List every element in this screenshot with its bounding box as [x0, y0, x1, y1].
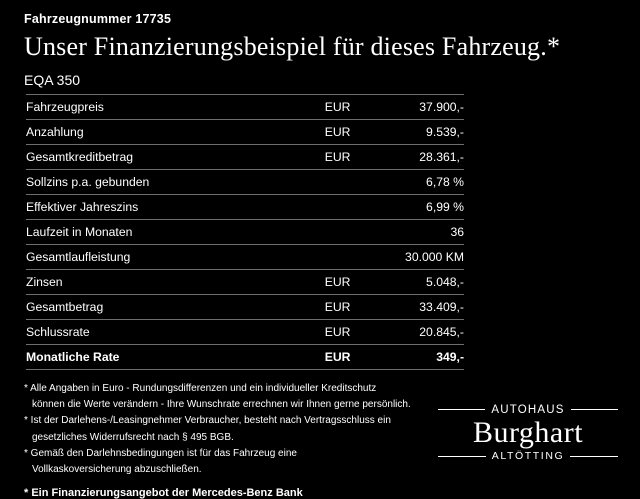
table-cell-currency: EUR: [324, 125, 351, 139]
table-cell-label: Anzahlung: [26, 125, 84, 139]
table-row: [26, 145, 464, 170]
vehicle-number: Fahrzeugnummer 17735: [24, 12, 172, 26]
table-row: [26, 295, 464, 320]
table-row: [26, 95, 464, 120]
table-row: [26, 120, 464, 145]
table-row: [26, 195, 464, 220]
footnotes: [24, 382, 444, 477]
table-cell-value: 30.000 KM: [405, 250, 464, 264]
table-cell-value: 37.900,-: [419, 100, 464, 114]
table-cell-label: Gesamtbetrag: [26, 300, 104, 314]
table-cell-value: 6,78 %: [426, 175, 464, 189]
table-cell-label: Laufzeit in Monaten: [26, 225, 133, 239]
table-cell-currency: EUR: [324, 100, 351, 114]
logo-brand: Burghart: [472, 415, 584, 449]
footnote-line: * Gemäß den Darlehnsbedingungen ist für das Fahrzeug eine: [24, 447, 297, 459]
table-cell-value: 36: [450, 225, 464, 239]
table-cell-currency: [275, 220, 350, 245]
vehicle-model: EQA 350: [24, 72, 81, 88]
logo-top-row: [438, 404, 618, 416]
table-row: [26, 320, 464, 345]
logo-bottom-row: [438, 450, 618, 462]
table-row: [26, 245, 464, 270]
table-cell-label: Monatliche Rate: [26, 350, 120, 364]
table-cell-value: 20.845,-: [419, 325, 464, 339]
table-cell-currency: EUR: [324, 350, 351, 364]
table-cell-value: 5.048,-: [426, 275, 464, 289]
page-title: Unser Finanzierungsbeispiel für dieses Fahrzeug.*: [24, 32, 561, 61]
table-cell-label: Gesamtkreditbetrag: [26, 150, 134, 164]
footnote-line: gesetzliches Widerrufsrecht nach § 495 BGB.: [32, 431, 234, 443]
logo-rule-left: [438, 409, 485, 410]
table-cell-currency: [275, 195, 350, 220]
footnote-line: * Ist der Darlehens-/Leasingnehmer Verbraucher, besteht nach Vertragsschluss ein: [24, 415, 391, 427]
table-cell-currency: EUR: [324, 300, 351, 314]
logo-rule-right: [571, 409, 618, 410]
table-cell-currency: [275, 245, 350, 270]
logo-top-text: AUTOHAUS: [491, 403, 565, 416]
table-cell-label: Sollzins p.a. gebunden: [26, 175, 150, 189]
footnote-line: * Alle Angaben in Euro - Rundungsdifferenzen und ein individueller Kreditschutz: [24, 383, 377, 394]
footnote-line: können die Werte verändern - Ihre Wunschrate errechnen wir Ihnen gerne persönlich.: [32, 399, 411, 411]
table-cell-label: Fahrzeugpreis: [26, 100, 104, 114]
final-note: * Ein Finanzierungsangebot der Mercedes-Benz Bank: [24, 487, 303, 499]
footnote-line: Vollkaskoversicherung abzuschließen.: [32, 463, 202, 475]
table-cell-value: 9.539,-: [426, 125, 464, 139]
finance-table: [26, 94, 464, 370]
table-cell-value: 349,-: [436, 350, 464, 364]
table-cell-currency: EUR: [324, 150, 351, 164]
table-cell-value: 28.361,-: [419, 150, 464, 164]
table-cell-value: 6,99 %: [426, 200, 464, 214]
table-row: [26, 270, 464, 295]
logo-rule-left-2: [438, 456, 486, 457]
table-row: [26, 345, 464, 370]
logo-bottom-text: ALTÖTTING: [491, 450, 565, 462]
table-cell-label: Effektiver Jahreszins: [26, 200, 139, 214]
table-cell-label: Zinsen: [26, 275, 63, 289]
table-row: [26, 170, 464, 195]
table-cell-label: Gesamtlaufleistung: [26, 250, 131, 264]
table-cell-currency: [275, 170, 350, 195]
table-cell-currency: EUR: [324, 275, 351, 289]
table-cell-label: Schlussrate: [26, 325, 90, 339]
finance-table-body: [26, 95, 464, 370]
dealer-logo: [438, 404, 618, 463]
table-cell-value: 33.409,-: [419, 300, 464, 314]
table-row: [26, 220, 464, 245]
table-cell-currency: EUR: [324, 325, 351, 339]
logo-rule-right-2: [570, 456, 618, 457]
